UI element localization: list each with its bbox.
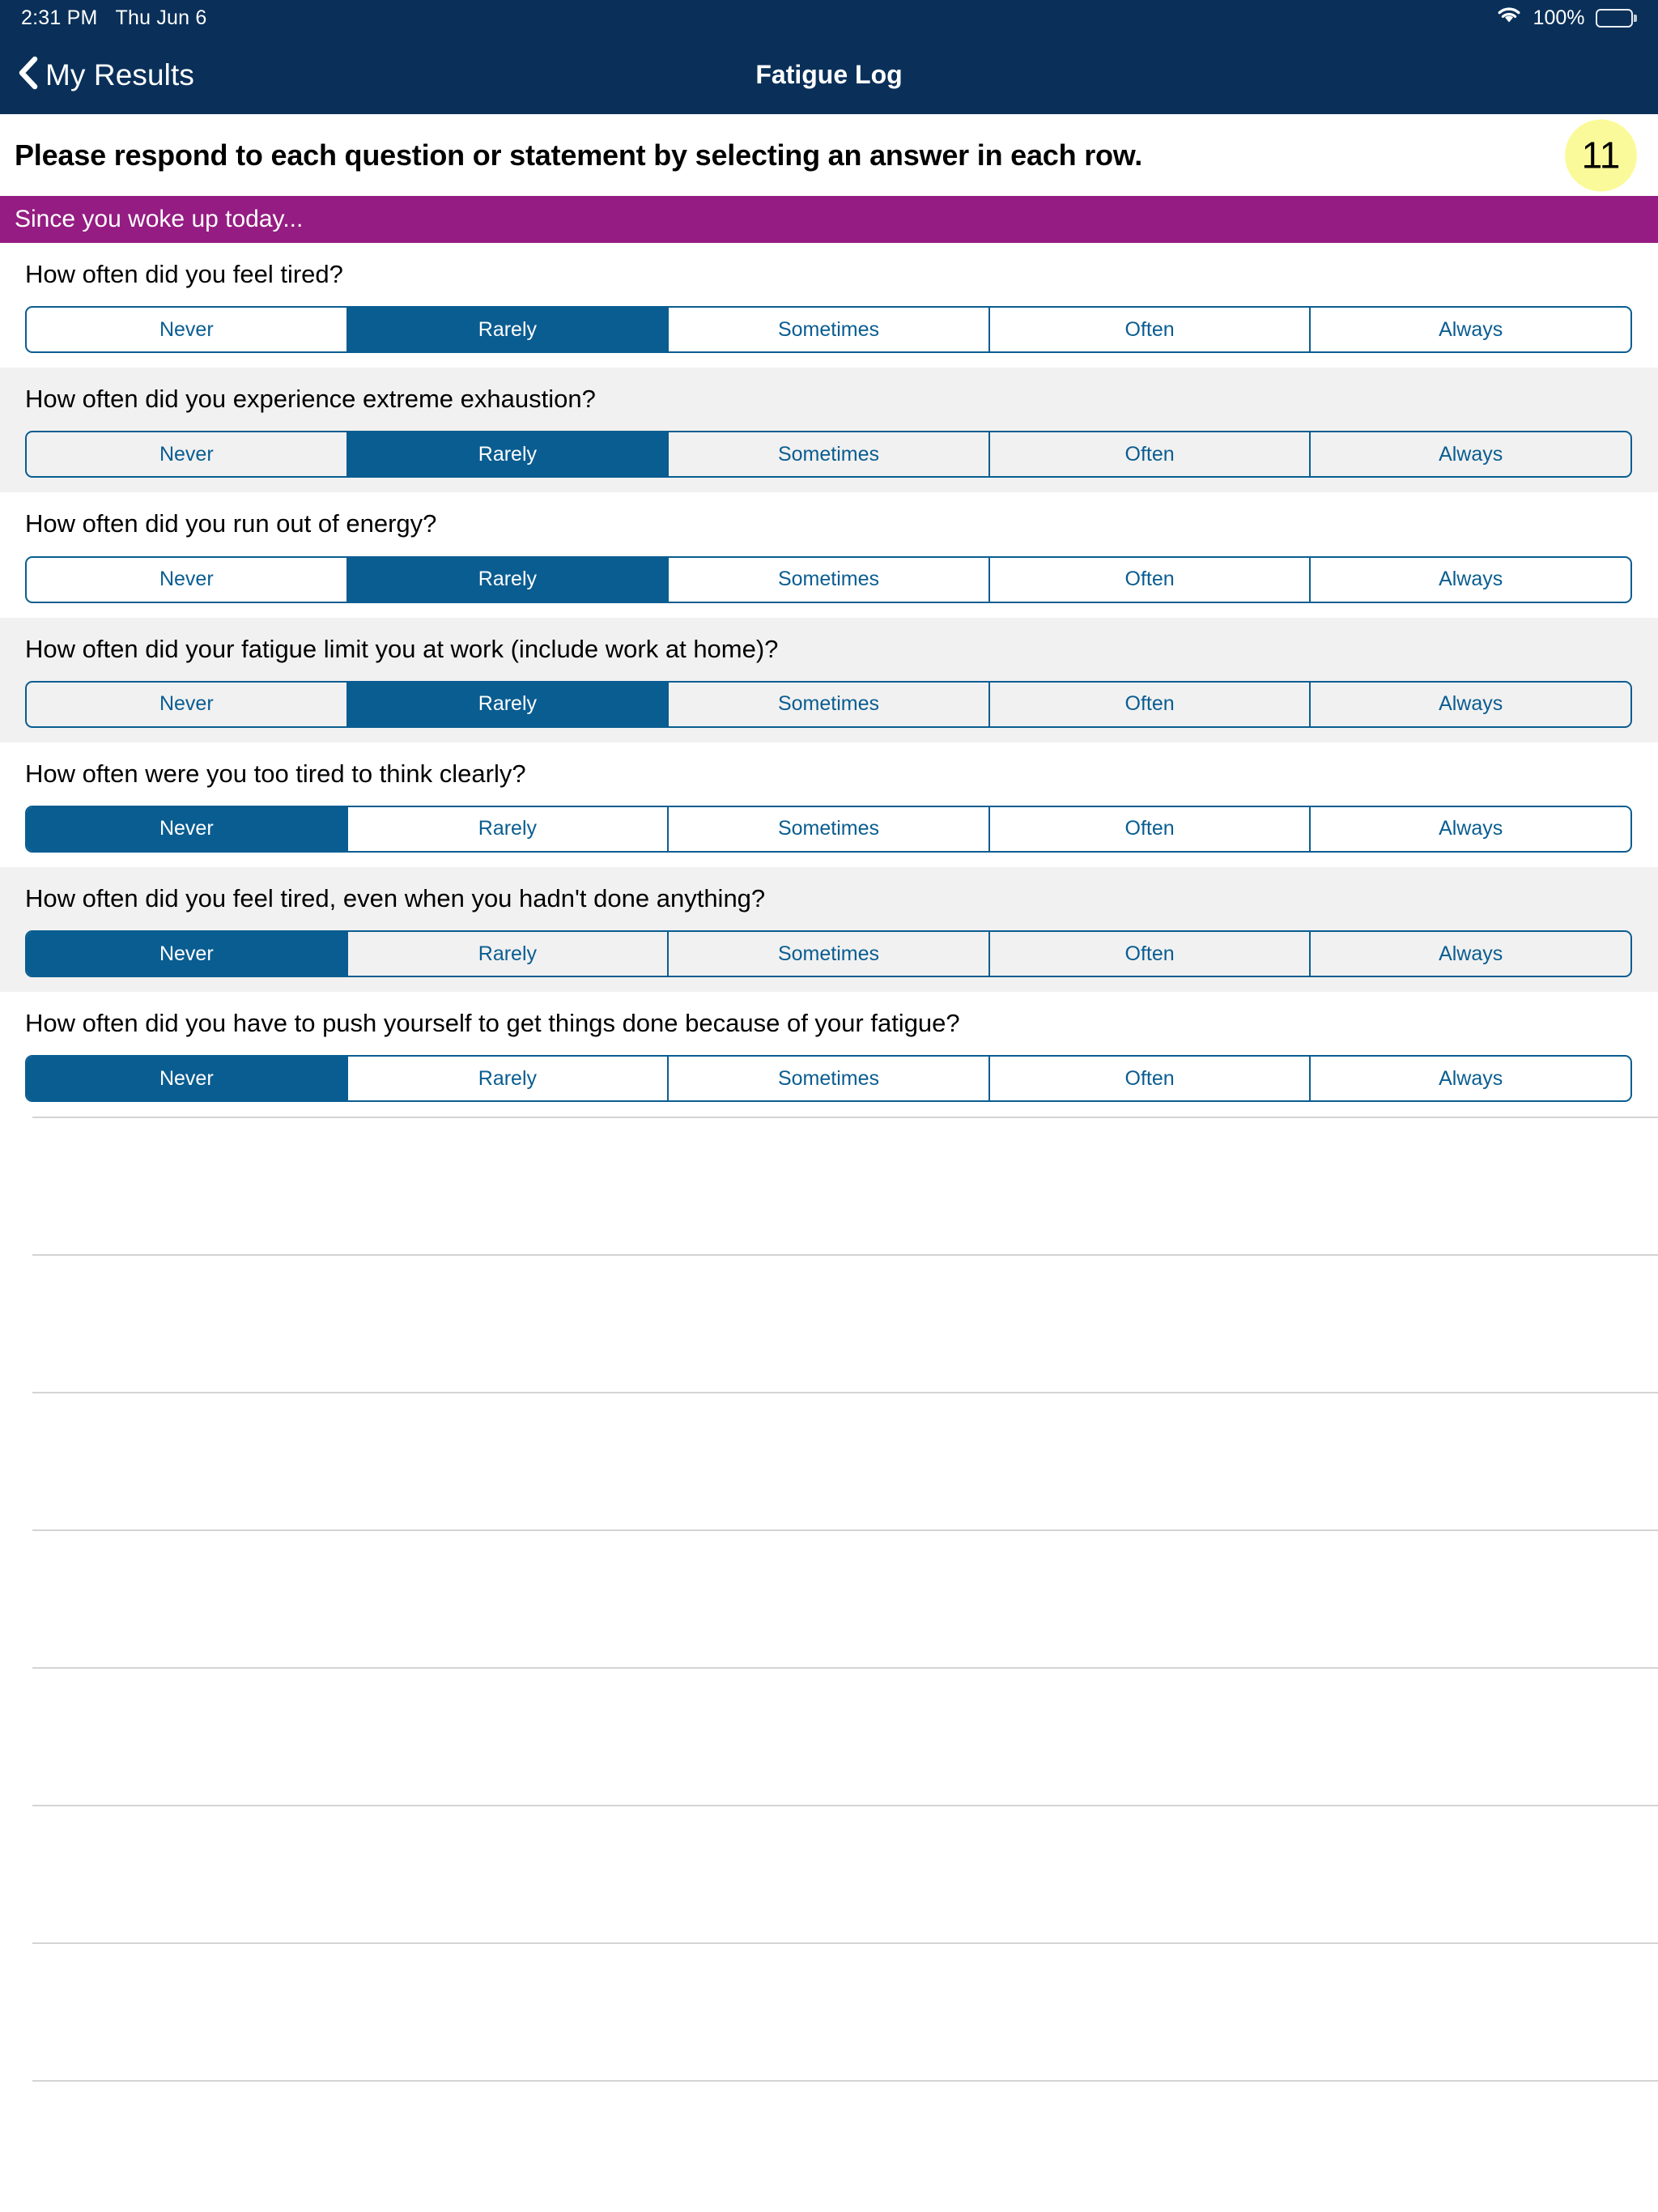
answer-option-always[interactable]: Always — [1309, 683, 1630, 726]
status-bar — [0, 0, 1658, 36]
answer-option-rarely[interactable]: Rarely — [346, 558, 668, 602]
question-row — [0, 492, 1658, 617]
answer-option-always[interactable]: Always — [1309, 308, 1630, 351]
empty-list-row — [32, 1669, 1658, 1806]
answer-segmented-control — [25, 306, 1632, 353]
status-bar-left — [21, 6, 207, 30]
back-button[interactable] — [18, 56, 194, 94]
empty-list-row — [32, 1393, 1658, 1531]
answer-option-never[interactable]: Never — [159, 442, 214, 466]
navigation-bar — [0, 36, 1658, 114]
answer-option-often[interactable]: Often — [988, 807, 1310, 851]
answer-segmented-control — [25, 431, 1632, 478]
page-title: Fatigue Log — [755, 60, 903, 89]
empty-list-row — [32, 1806, 1658, 1944]
answer-option-often[interactable]: Often — [988, 558, 1310, 602]
answer-option-never[interactable]: Never — [159, 317, 214, 341]
question-row — [0, 243, 1658, 368]
answer-option-never[interactable]: Never — [159, 692, 214, 716]
answer-option-often[interactable]: Often — [988, 432, 1310, 476]
answer-option-sometimes[interactable]: Sometimes — [667, 432, 988, 476]
answer-option-always[interactable]: Always — [1309, 432, 1630, 476]
question-row — [0, 867, 1658, 992]
question-text: How often did you feel tired? — [25, 260, 343, 288]
answer-option-rarely[interactable]: Rarely — [346, 807, 668, 851]
answer-option-sometimes[interactable]: Sometimes — [667, 807, 988, 851]
status-time: 2:31 PM — [21, 6, 98, 29]
chevron-left-icon — [18, 56, 39, 94]
answer-segmented-control — [25, 1055, 1632, 1102]
answer-option-sometimes[interactable]: Sometimes — [667, 308, 988, 351]
empty-list-row — [32, 1256, 1658, 1393]
empty-list-row — [32, 1944, 1658, 2082]
answer-option-often[interactable]: Often — [988, 932, 1310, 976]
answer-option-often[interactable]: Often — [988, 683, 1310, 726]
empty-list-row — [32, 1117, 1658, 1256]
question-text: How often did you run out of energy? — [25, 509, 437, 538]
answer-option-rarely[interactable]: Rarely — [346, 308, 668, 351]
question-text: How often did you experience extreme exhaustion? — [25, 385, 596, 414]
answer-option-never[interactable]: Never — [27, 932, 346, 976]
answer-option-never[interactable]: Never — [159, 568, 214, 591]
instruction-text: Please respond to each question or statement by selecting an answer in each row. — [15, 138, 1143, 172]
question-text: How often did you feel tired, even when you hadn't done anything? — [25, 883, 766, 912]
answer-option-never[interactable]: Never — [27, 807, 346, 851]
empty-rows-area — [0, 1117, 1658, 2082]
question-row — [0, 618, 1658, 742]
section-header-label: Since you woke up today... — [15, 206, 304, 232]
answer-segmented-control — [25, 556, 1632, 603]
question-count-badge: 11 — [1565, 119, 1637, 191]
answer-segmented-control — [25, 806, 1632, 853]
status-date: Thu Jun 6 — [115, 6, 207, 29]
answer-option-rarely[interactable]: Rarely — [346, 683, 668, 726]
wifi-icon — [1495, 5, 1523, 31]
answer-option-always[interactable]: Always — [1309, 807, 1630, 851]
battery-full-icon — [1596, 9, 1638, 28]
answer-option-often[interactable]: Often — [988, 1057, 1310, 1100]
answer-segmented-control — [25, 681, 1632, 728]
question-text: How often were you too tired to think clearly? — [25, 759, 526, 788]
answer-option-always[interactable]: Always — [1309, 1057, 1630, 1100]
question-row — [0, 742, 1658, 867]
question-row — [0, 368, 1658, 492]
question-row — [0, 992, 1658, 1117]
answer-option-rarely[interactable]: Rarely — [346, 1057, 668, 1100]
answer-option-sometimes[interactable]: Sometimes — [667, 1057, 988, 1100]
answer-segmented-control — [25, 930, 1632, 977]
answer-option-always[interactable]: Always — [1309, 558, 1630, 602]
answer-option-rarely[interactable]: Rarely — [346, 932, 668, 976]
answer-option-often[interactable]: Often — [988, 308, 1310, 351]
answer-option-sometimes[interactable]: Sometimes — [667, 683, 988, 726]
answer-option-rarely[interactable]: Rarely — [346, 432, 668, 476]
status-bar-right — [1495, 5, 1637, 31]
answer-option-always[interactable]: Always — [1309, 932, 1630, 976]
question-text: How often did you have to push yourself to get things done because of your fatigue? — [25, 1009, 960, 1038]
section-header — [0, 196, 1658, 243]
answer-option-sometimes[interactable]: Sometimes — [667, 932, 988, 976]
question-list — [0, 243, 1658, 1117]
empty-list-row — [32, 1531, 1658, 1669]
battery-percent-label: 100% — [1533, 6, 1585, 29]
answer-option-sometimes[interactable]: Sometimes — [667, 558, 988, 602]
answer-option-never[interactable]: Never — [27, 1057, 346, 1100]
question-text: How often did your fatigue limit you at work (include work at home)? — [25, 634, 779, 663]
back-button-label: My Results — [45, 57, 194, 91]
instruction-bar — [0, 114, 1658, 196]
